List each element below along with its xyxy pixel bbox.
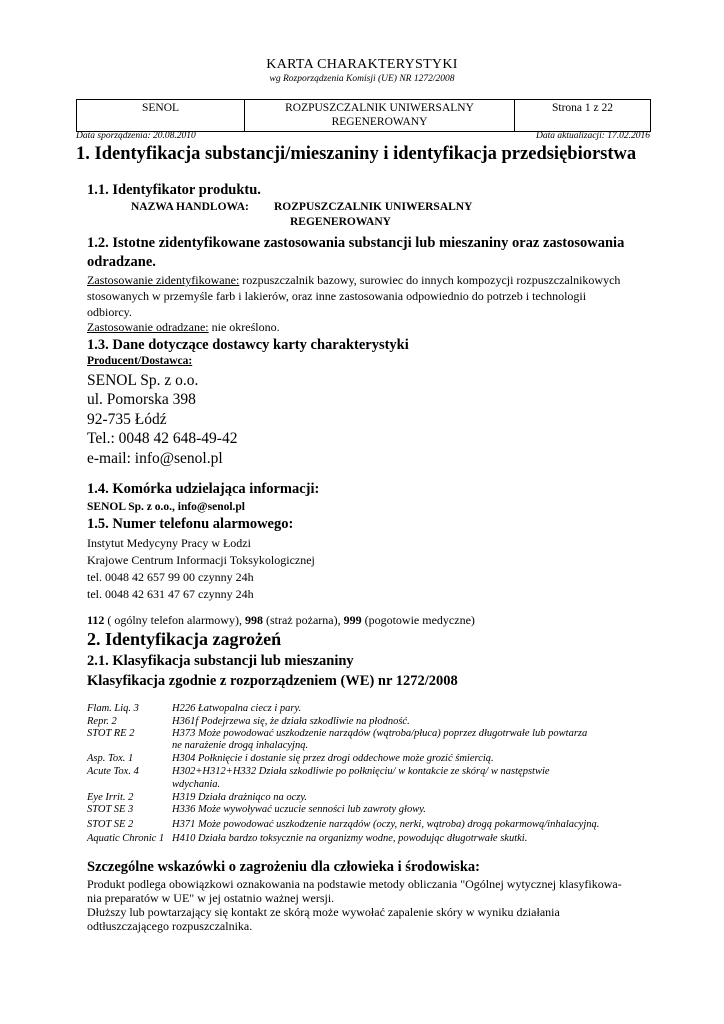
hazard-class: Acute Tox. 4 (87, 766, 139, 777)
hazard-statement: H336 Może wywoływać uczucie senności lub zawroty głowy. (172, 804, 426, 815)
document-title: KARTA CHARAKTERYSTYKI (266, 57, 458, 72)
company-name: SENOL (141, 102, 180, 114)
date-created: Data sporządzenia: 20.08.2010 (76, 131, 196, 141)
fire-brigade-label: (straż pożarna), (262, 613, 344, 627)
hazard-statement: H226 Łatwopalna ciecz i pary. (172, 703, 302, 714)
company-cell (77, 100, 245, 132)
hazard-class: STOT RE 2 (87, 728, 135, 739)
hazard-statement: H319 Działa drażniąco na oczy. (172, 792, 308, 803)
hazard-statement: H371 Może powodować uszkodzenie narządów (oczy, nerki, wątroba) drogą pokarmową/inhalacyjną. (172, 819, 600, 830)
hazard-statement: H304 Połknięcie i dostanie się przez drogi oddechowe może grozić śmiercią. (172, 753, 494, 764)
hazard-statement: H361f Podejrzewa się, że działa szkodliwie na płodność. (172, 716, 410, 727)
section-1-title: 1. Identyfikacja substancji/mieszaniny i identyfikacja przedsiębiorstwa (76, 144, 637, 164)
supplier-phone: Tel.: 0048 42 648-49-42 (87, 430, 238, 447)
header-table (76, 99, 651, 132)
date-updated: Data aktualizacji: 17.02.2016 (536, 131, 650, 141)
hazard-class: Flam. Liq. 3 (87, 703, 139, 714)
hazard-statement: H302+H312+H332 Działa szkodliwie po połknięciu/ w kontakcie ze skórą/ w następstwie (172, 766, 550, 777)
identified-use-label: Zastosowanie zidentyfikowane: (87, 273, 240, 287)
supplier-email: e-mail: info@senol.pl (87, 450, 223, 467)
emergency-line-2: Krajowe Centrum Informacji Toksykologicznej (87, 553, 315, 567)
section-1-4-title: 1.4. Komórka udzielająca informacji: (87, 481, 320, 497)
hazard-class: Repr. 2 (87, 716, 117, 727)
hazard-statement: wdychania. (172, 779, 221, 790)
general-emergency-number: 112 (87, 613, 105, 627)
hazard-class: STOT SE 2 (87, 819, 134, 830)
general-emergency-label: ( ogólny telefon alarmowy), (104, 613, 245, 627)
special-hazards-title: Szczególne wskazówki o zagrożeniu dla człowieka i środowiska: (87, 859, 480, 875)
emergency-line-1: Instytut Medycyny Pracy w Łodzi (87, 536, 251, 550)
special-hazards-line3: Dłuższy lub powtarzający się kontakt ze skórą może wywołać zapalenie skóry w wyniku działania (87, 905, 560, 919)
document-subtitle: wg Rozporządzenia Komisji (UE) NR 1272/2008 (269, 74, 455, 84)
special-hazards-line1: Produkt podlega obowiązkowi oznakowania na podstawie metody obliczania "Ogólnej wytycznej klasyfikowa- (87, 877, 622, 891)
special-hazards-line2: nia preparatów w UE" w jej ostatnio ważnej wersji. (87, 891, 335, 905)
advised-against-use (87, 320, 280, 335)
section-2-1-title: 2.1. Klasyfikacja substancji lub mieszaniny (87, 653, 354, 669)
classification-title: Klasyfikacja zgodnie z rozporządzeniem (WE) nr 1272/2008 (87, 673, 458, 689)
emergency-line-4: tel. 0048 42 631 47 67 czynny 24h (87, 587, 254, 601)
section-1-2-title-line2: odradzane. (87, 254, 156, 270)
supplier-city: 92-735 Łódź (87, 411, 167, 428)
section-1-3-title: 1.3. Dane dotyczące dostawcy karty charakterystyki (87, 337, 409, 353)
emergency-line-3: tel. 0048 42 657 99 00 czynny 24h (87, 570, 254, 584)
producer-label: Producent/Dostawca: (87, 355, 193, 367)
product-name-line1: ROZPUSZCZALNIK UNIWERSALNY (285, 102, 474, 114)
section-1-2-title-line1: 1.2. Istotne zidentyfikowane zastosowania substancji lub mieszaniny oraz zastosowania (87, 235, 625, 251)
hazard-statement: H410 Działa bardzo toksycznie na organizmy wodne, powodując długotrwałe skutki. (172, 833, 528, 844)
information-contact: SENOL Sp. z o.o., info@senol.pl (87, 501, 246, 513)
emergency-numbers (87, 613, 475, 628)
trade-name-label: NAZWA HANDLOWA: (131, 201, 249, 213)
identified-use-text: rozpuszczalnik bazowy, surowiec do innych kompozycji rozpuszczalnikowych (239, 273, 621, 287)
identified-use-line3: odbiorcy. (87, 305, 132, 319)
trade-name-line2: REGENEROWANY (290, 216, 391, 228)
hazard-class: Asp. Tox. 1 (87, 753, 134, 764)
page-number-cell (515, 100, 651, 132)
ambulance-number: 999 (343, 613, 362, 627)
section-1-5-title: 1.5. Numer telefonu alarmowego: (87, 516, 294, 532)
hazard-class: STOT SE 3 (87, 804, 134, 815)
section-1-1-title: 1.1. Identyfikator produktu. (87, 182, 261, 198)
hazard-statement: ne narażenie drogą inhalacyjną. (172, 740, 309, 751)
special-hazards-line4: odtłuszczającego rozpuszczalnika. (87, 919, 253, 933)
trade-name-line1: ROZPUSZCZALNIK UNIWERSALNY (274, 201, 473, 213)
hazard-class: Eye Irrit. 2 (87, 792, 134, 803)
identified-use-line1 (87, 273, 620, 288)
supplier-name: SENOL Sp. z o.o. (87, 372, 199, 389)
section-2-title: 2. Identyfikacja zagrożeń (87, 629, 282, 649)
product-cell (245, 100, 515, 132)
advised-against-label: Zastosowanie odradzane: (87, 320, 209, 334)
product-name-line2: REGENEROWANY (331, 116, 428, 128)
fire-brigade-number: 998 (244, 613, 263, 627)
hazard-class: Aquatic Chronic 1 (87, 833, 165, 844)
advised-against-value: nie określono. (208, 320, 280, 334)
identified-use-line2: stosowanych w przemyśle farb i lakierów, oraz inne zastosowania odpowiednio do potrzeb i technologii (87, 289, 587, 303)
hazard-statement: H373 Może powodować uszkodzenie narządów (wątroba/płuca) poprzez długotrwałe lub powtarza (172, 728, 588, 739)
ambulance-label: (pogotowie medyczne) (361, 613, 475, 627)
supplier-street: ul. Pomorska 398 (87, 391, 196, 408)
page-number: Strona 1 z 22 (551, 102, 613, 114)
